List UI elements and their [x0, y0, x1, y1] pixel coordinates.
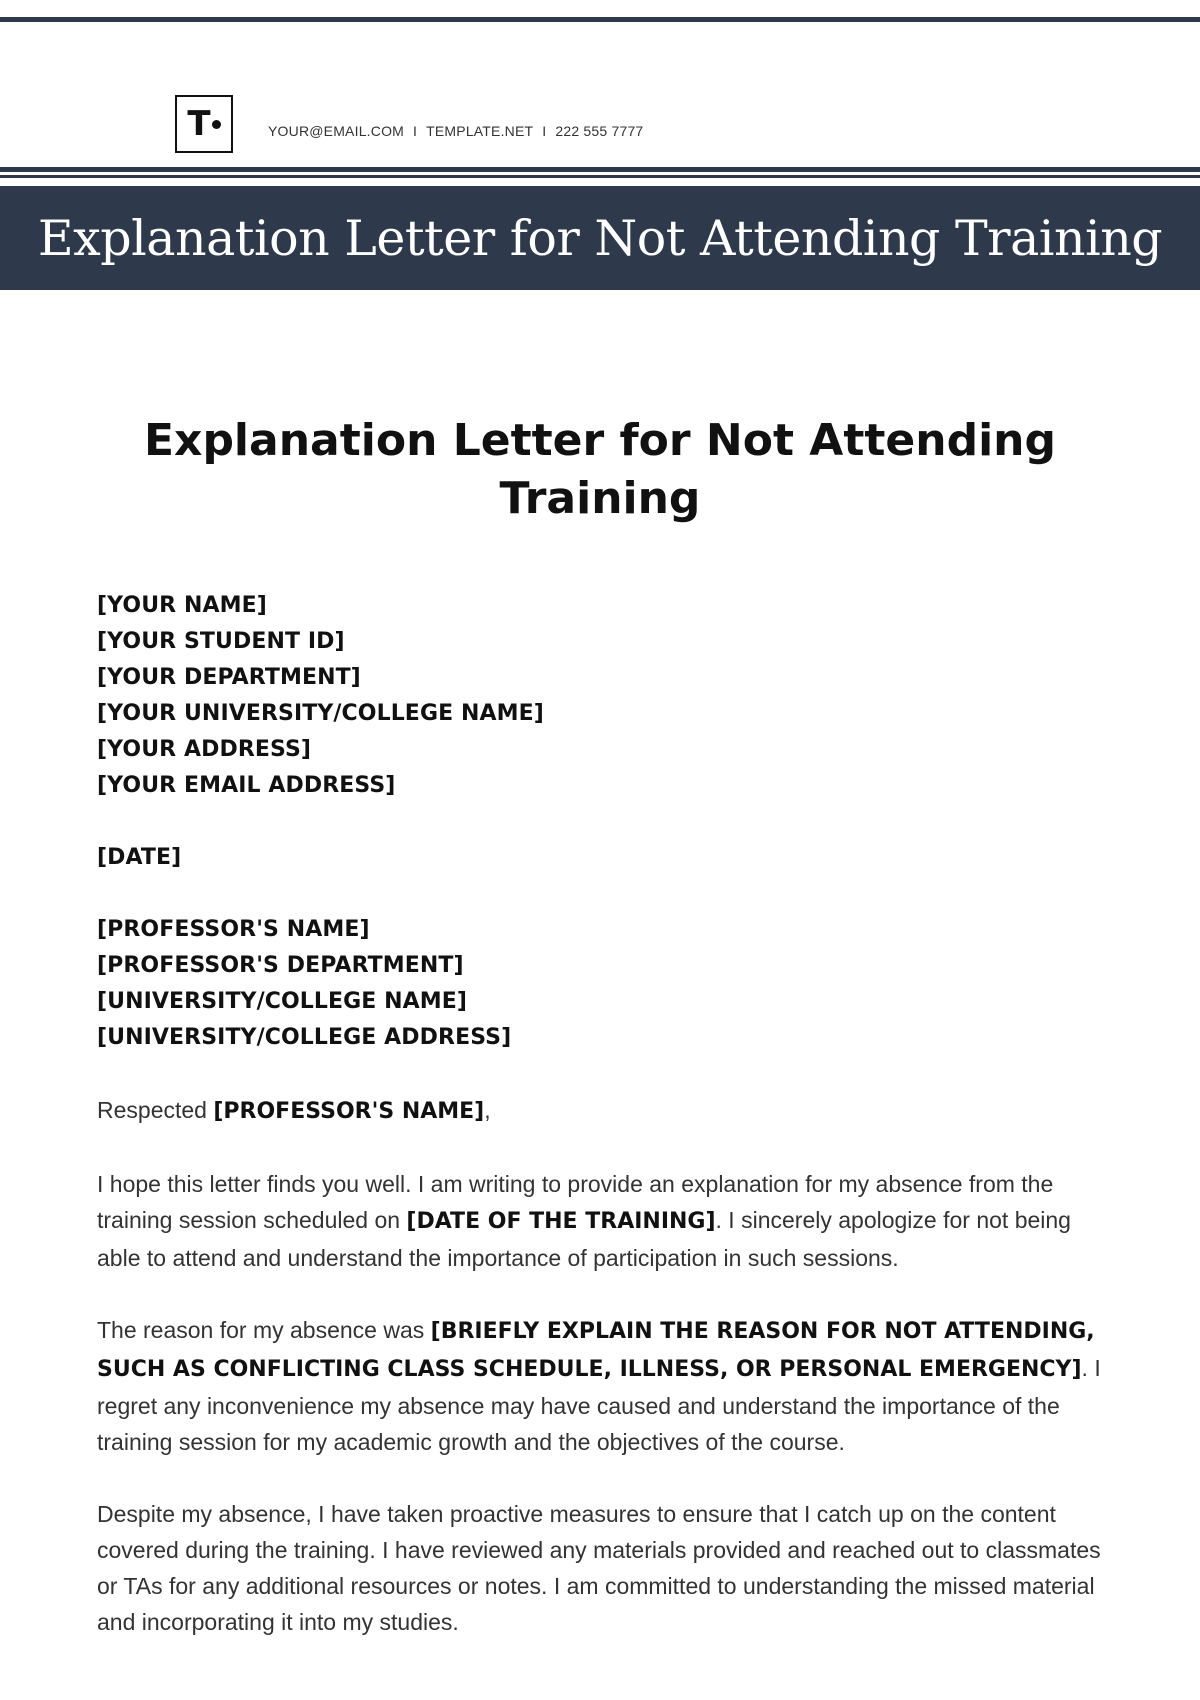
sender-line: [YOUR DEPARTMENT]	[97, 665, 361, 690]
contact-website: TEMPLATE.NET	[426, 123, 534, 139]
salutation-name: [PROFESSOR'S NAME]	[213, 1099, 485, 1124]
paragraph-text: The reason for my absence was	[97, 1317, 431, 1343]
sender-line: [YOUR STUDENT ID]	[97, 629, 345, 654]
paragraph-intro	[97, 1166, 1107, 1276]
recipient-line: [UNIVERSITY/COLLEGE ADDRESS]	[97, 1025, 512, 1050]
letter-date: [DATE]	[97, 845, 182, 870]
placeholder-training-date: [DATE OF THE TRAINING]	[406, 1209, 716, 1234]
banner-title: Explanation Letter for Not Attending Training	[37, 209, 1163, 267]
letter-body	[97, 588, 1107, 1640]
recipient-block	[97, 912, 1107, 1056]
document-title-line: Training	[499, 473, 701, 524]
recipient-line: [UNIVERSITY/COLLEGE NAME]	[97, 989, 468, 1014]
sender-line: [YOUR UNIVERSITY/COLLEGE NAME]	[97, 701, 544, 726]
salutation-suffix: ,	[484, 1097, 491, 1123]
contact-bar	[0, 95, 1200, 155]
sender-line: [YOUR ADDRESS]	[97, 737, 312, 762]
paragraph-text: . I sincerely apologize for not being able to attend and understand the importance of participation in such sessions.	[97, 1207, 1071, 1271]
divider-rule	[0, 167, 1200, 172]
document-title	[100, 412, 1100, 528]
logo-dot-icon	[212, 120, 221, 129]
recipient-line: [PROFESSOR'S NAME]	[97, 917, 370, 942]
recipient-line: [PROFESSOR'S DEPARTMENT]	[97, 953, 464, 978]
paragraph-measures: Despite my absence, I have taken proactive measures to ensure that I catch up on the content covered during the training. I have reviewed any materials provided and reached out to classmates or TAs for any additional resources or notes. I am committed to understanding the missed material and incorporating it into my studies.	[97, 1501, 1101, 1635]
paragraph-text: I hope this letter finds you well. I am writing to provide an explanation for my absence from the training session scheduled on	[97, 1171, 1054, 1233]
sender-line: [YOUR EMAIL ADDRESS]	[97, 773, 396, 798]
contact-separator: I	[542, 123, 547, 139]
top-rule	[0, 17, 1200, 22]
paragraph-reason	[97, 1312, 1107, 1460]
sender-block	[97, 588, 1107, 804]
contact-line	[268, 123, 643, 139]
sender-line: [YOUR NAME]	[97, 593, 267, 618]
logo	[175, 95, 233, 153]
placeholder-reason: [BRIEFLY EXPLAIN THE REASON FOR NOT ATTENDING, SUCH AS CONFLICTING CLASS SCHEDULE, ILLNESS, OR PERSONAL EMERGENCY]	[97, 1319, 1095, 1382]
title-banner	[0, 186, 1200, 290]
divider-rule-thin	[0, 175, 1200, 178]
logo-letter: T	[187, 104, 210, 144]
contact-email: YOUR@EMAIL.COM	[268, 123, 405, 139]
contact-phone: 222 555 7777	[555, 123, 644, 139]
contact-separator: I	[413, 123, 418, 139]
document-title-line: Explanation Letter for Not Attending	[144, 415, 1056, 466]
paragraph-text: . I regret any inconvenience my absence may have caused and understand the importance of the training session for my academic growth and the objectives of the course.	[97, 1355, 1101, 1455]
salutation-prefix: Respected	[97, 1097, 214, 1123]
salutation	[97, 1092, 1107, 1130]
